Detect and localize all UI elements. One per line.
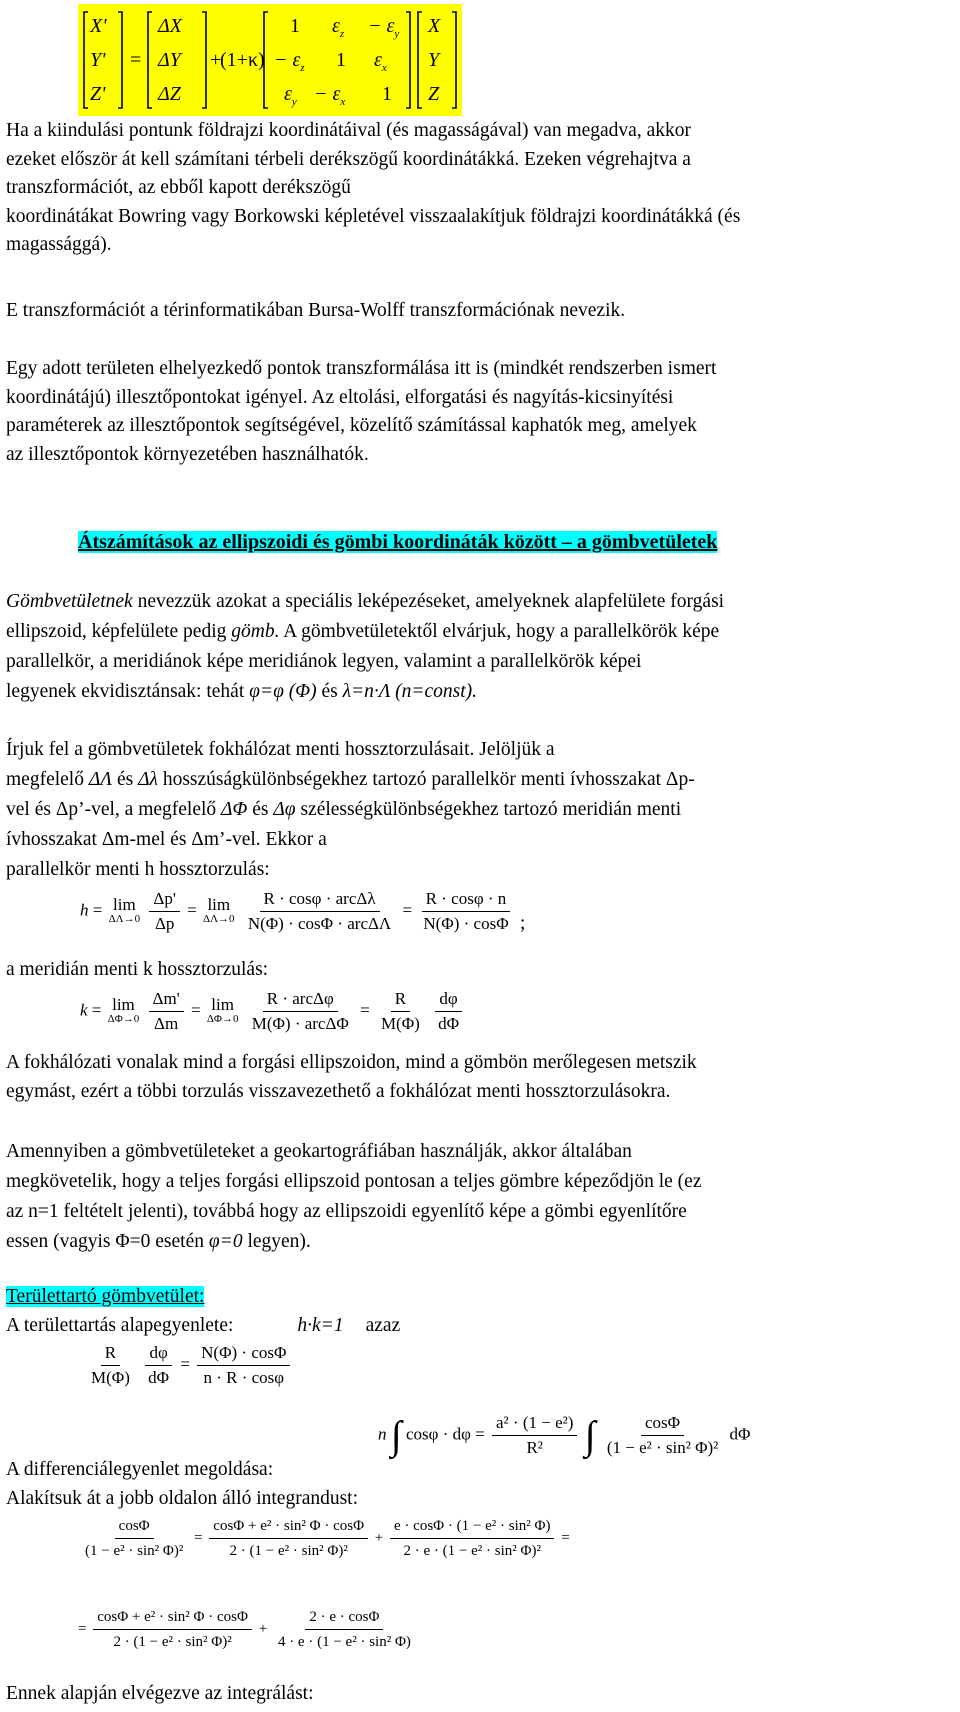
- formula-inline: h·k=1: [297, 1315, 344, 1336]
- text-span: szélességkülönbségekhez tartozó meridián menti: [295, 799, 682, 820]
- lim-text: lim: [211, 994, 234, 1014]
- text-span: és: [247, 799, 274, 820]
- area-title-text: Területtartó gömbvetület:: [6, 1286, 205, 1307]
- numerator: 2 · e · cosΦ: [305, 1606, 383, 1630]
- formula-inline: φ=φ (Φ): [249, 681, 317, 702]
- area-title: [6, 1283, 950, 1312]
- text-line: [6, 617, 950, 647]
- fraction: [434, 988, 463, 1035]
- text-line: [6, 1227, 950, 1257]
- rot-23: $\varepsilon_x$: [374, 49, 387, 74]
- equation-transform-2: [78, 1606, 418, 1653]
- denominator: 4 · e · (1 − e² · sin² Φ): [277, 1634, 411, 1650]
- text-line: parallelkör menti h hossztorzulás:: [6, 859, 270, 880]
- denominator: N(Φ) · cosΦ: [423, 914, 509, 933]
- lim-text: lim: [112, 994, 135, 1014]
- text-span: Δp’-vel, a megfelelő: [55, 799, 222, 820]
- integrand: cosφ · dφ: [405, 1424, 471, 1444]
- text-line: paraméterek az illesztőpontok segítségével, közelítő számítással kaphatók meg, amelyek: [6, 415, 697, 436]
- numerator: R · cosφ · n: [422, 888, 511, 912]
- formula-inline: ΔΦ: [221, 799, 248, 820]
- text-line: koordinátájú) illesztőpontokat igényel. Az eltolási, elforgatási és nagyítás-kicsinyítési: [6, 386, 674, 408]
- denominator: M(Φ) · arcΔΦ: [251, 1014, 349, 1033]
- text-span: és: [112, 769, 139, 790]
- text-line: [6, 677, 950, 707]
- numerator: Δp': [149, 888, 180, 912]
- paragraph-distortion: [6, 735, 950, 885]
- limit: [206, 994, 239, 1027]
- limit: [203, 894, 235, 927]
- equals-sign: =: [130, 49, 142, 71]
- equation-k: [80, 988, 466, 1035]
- text-span: A gömbvetületektől elvárjuk, hogy a parallelkörök képe: [279, 621, 720, 642]
- lim-sub: ΔΦ→0: [206, 1012, 239, 1025]
- fraction: [93, 1606, 252, 1653]
- fraction: [209, 1515, 368, 1562]
- eq-symbol: k: [80, 1000, 88, 1020]
- text-line: Alakítsuk át a jobb oldalon álló integrandust:: [6, 1488, 359, 1509]
- paragraph-bursa-wolff: [6, 297, 950, 326]
- fraction: [492, 1412, 577, 1459]
- fraction: [390, 1515, 554, 1562]
- fraction: [87, 1342, 134, 1389]
- text-span: vel és: [6, 799, 56, 820]
- plus-sign: +: [374, 1529, 384, 1546]
- paragraph-sphere-projection: [6, 587, 950, 707]
- rhs-y: Y: [428, 49, 440, 71]
- denominator: (1 − e² · sin² Φ)²: [85, 1543, 184, 1559]
- denominator: dΦ: [438, 1014, 459, 1033]
- lhs-x: X': [90, 15, 107, 37]
- rhs-x: X: [428, 15, 441, 37]
- denominator: M(Φ): [91, 1368, 130, 1387]
- eq-symbol: h: [80, 900, 89, 920]
- matrix-equation: [78, 4, 462, 116]
- eq-sign: =: [475, 1424, 485, 1444]
- formula-inline: ΔΛ: [88, 769, 113, 790]
- numerator: Δm': [149, 988, 184, 1012]
- numerator: cosΦ: [115, 1515, 154, 1539]
- term-italic: gömb.: [231, 621, 280, 642]
- eq-sign: =: [92, 900, 103, 920]
- fraction: [377, 988, 424, 1035]
- text-line: Amennyiben a gömbvetületeket a geokartográfiában használják, akkor általában: [6, 1141, 632, 1162]
- numerator: R: [391, 988, 410, 1012]
- text-line: E transzformációt a térinformatikában Bursa-Wolff transzformációnak nevezik.: [6, 300, 626, 321]
- text-line: A fokhálózati vonalak mind a forgási ellipszoidon, mind a gömbön merőlegesen metszik: [6, 1052, 697, 1073]
- eq-sign: =: [187, 900, 197, 920]
- paragraph-control-points: [6, 355, 950, 469]
- fraction: [197, 1342, 290, 1389]
- numerator: dφ: [145, 1342, 171, 1366]
- eq-sign: =: [194, 1529, 203, 1546]
- numerator: cosΦ: [641, 1412, 684, 1436]
- numerator: cosΦ + e² · sin² Φ · cosΦ: [209, 1515, 368, 1539]
- fraction: [144, 1342, 173, 1389]
- rot-11: 1: [290, 15, 300, 37]
- denominator: (1 − e² · sin² Φ)²: [606, 1438, 719, 1457]
- transform-line: [6, 1485, 950, 1514]
- plus-sign: +: [210, 49, 222, 71]
- text-line: Ennek alapján elvégezve az integrálást:: [6, 1683, 314, 1704]
- text-line: [6, 795, 950, 825]
- paragraph-orthogonal: [6, 1048, 950, 1106]
- text-span: azaz: [365, 1315, 401, 1336]
- formula-inline: λ=n·Λ (n=const).: [342, 681, 478, 702]
- rot-22: 1: [336, 49, 346, 71]
- text-span: legyenek ekvidisztánsak: tehát: [6, 681, 250, 702]
- eq-symbol: n: [378, 1424, 387, 1444]
- delta-y: ΔY: [158, 49, 181, 71]
- text-line: ívhosszakat Δm-mel és Δm’-vel. Ekkor a: [6, 829, 327, 850]
- text-line: [6, 587, 950, 617]
- text-span: hosszúságkülönbségekhez tartozó parallelkör menti ívhosszakat: [157, 769, 666, 790]
- denominator: dΦ: [148, 1368, 170, 1387]
- rot-31: $\varepsilon_y$: [284, 83, 297, 108]
- denominator: Δp: [154, 914, 175, 933]
- delta-z: ΔZ: [158, 83, 181, 105]
- text-line: Egy adott területen elhelyezkedő pontok transzformálása itt is (mindkét rendszerben ismert: [6, 358, 717, 379]
- eq-sign: =: [190, 1000, 201, 1020]
- fraction: [149, 888, 180, 935]
- fraction: [248, 988, 353, 1035]
- fraction: [81, 1515, 187, 1562]
- final-line: [6, 1680, 950, 1709]
- delta-x: ΔX: [158, 15, 182, 37]
- denominator: R²: [526, 1438, 543, 1457]
- equation-transform-1: [78, 1515, 570, 1562]
- lim-sub: ΔΛ→0: [203, 912, 235, 925]
- limit: [108, 894, 141, 927]
- denominator: M(Φ): [380, 1014, 420, 1033]
- text-span: és: [316, 681, 343, 702]
- formula-inline: Δφ: [273, 799, 296, 820]
- rot-32: − $\varepsilon_x$: [314, 83, 346, 108]
- section-heading-text: Átszámítások az ellipszoidi és gömbi koordináták között – a gömbvetületek: [78, 531, 718, 553]
- numerator: R · arcΔφ: [263, 988, 338, 1012]
- diff-line: [6, 1456, 950, 1485]
- fraction: [244, 888, 395, 935]
- text-line: egymást, ezért a többi torzulás visszavezethető a fokhálózat menti hossztorzulásokra.: [6, 1081, 671, 1102]
- integral-sign: ∫: [584, 1412, 596, 1458]
- text-line: ezeket először át kell számítani térbeli derékszögű koordinátákká. Ezeken végrehajtva a: [6, 148, 691, 170]
- numerator: e · cosΦ · (1 − e² · sin² Φ): [390, 1515, 554, 1539]
- text-line: A differenciálegyenlet megoldása:: [6, 1459, 274, 1480]
- fraction: [274, 1606, 415, 1653]
- text-line: transzformációt, az ebből kapott derékszögű: [6, 177, 351, 198]
- area-equation-line: [6, 1312, 950, 1341]
- text-line: Írjuk fel a gömbvetületek fokhálózat menti hossztorzulásait. Jelöljük a: [6, 739, 555, 760]
- rot-12: $\varepsilon_z$: [332, 15, 345, 40]
- denominator: 2 · (1 − e² · sin² Φ)²: [113, 1634, 232, 1650]
- rot-13: − $\varepsilon_y$: [368, 15, 400, 40]
- lim-sub: ΔΦ→0: [107, 1012, 140, 1025]
- formula-inline: φ=0: [208, 1231, 243, 1252]
- text-line: parallelkör, a meridiánok képe meridiánok legyen, valamint a parallelkörök képei: [6, 651, 642, 672]
- text-span: A területtartás alapegyenlete:: [6, 1315, 234, 1336]
- paragraph-coordinates: [6, 117, 950, 260]
- eq-sign: =: [180, 1354, 190, 1374]
- text-span: essen (vagyis Φ=0 esetén: [6, 1231, 209, 1252]
- limit: [107, 994, 140, 1027]
- scale-factor: (1+κ): [220, 49, 265, 71]
- text-line: koordinátákat Bowring vagy Borkowski képletével visszaalakítjuk földrajzi koordinátákká (és: [6, 205, 741, 227]
- rot-21: − $\varepsilon_z$: [274, 49, 305, 74]
- rot-33: 1: [382, 83, 392, 105]
- fraction: [603, 1412, 722, 1459]
- fraction: [419, 888, 512, 935]
- denominator: 2 · e · (1 − e² · sin² Φ)²: [403, 1543, 541, 1559]
- text-span: ellipszoid, képfelülete pedig: [6, 621, 232, 642]
- text-line: [6, 765, 950, 795]
- text-line: megkövetelik, hogy a teljes forgási ellipszoid pontosan a teljes gömbre képeződjön le (ez: [6, 1171, 702, 1192]
- text-line: Ha a kiindulási pontunk földrajzi koordinátáival (és magasságával) van megadva, akkor: [6, 120, 691, 141]
- equation-integral: [378, 1412, 750, 1459]
- text-line: magassággá).: [6, 234, 112, 255]
- formula-inline: Δλ: [138, 769, 158, 790]
- fraction: [149, 988, 184, 1035]
- eq-sign: =: [561, 1529, 570, 1546]
- numerator: dφ: [435, 988, 461, 1012]
- text-span: megfelelő: [6, 769, 89, 790]
- equation-h: [80, 888, 525, 935]
- lim-sub: ΔΛ→0: [108, 912, 141, 925]
- text-line: [6, 1312, 950, 1341]
- denominator: Δm: [154, 1014, 179, 1033]
- denominator: N(Φ) · cosΦ · arcΔΛ: [247, 914, 392, 933]
- eq-sign: =: [402, 900, 413, 920]
- numerator: R · cosφ · arcΔλ: [260, 888, 380, 912]
- lhs-z: Z': [90, 83, 106, 105]
- text-line: az illesztőpontok környezetében használhatók.: [6, 443, 369, 465]
- eq-sign: =: [91, 1000, 102, 1020]
- eq-sign: =: [360, 1000, 370, 1020]
- denominator: 2 · (1 − e² · sin² Φ)²: [229, 1543, 348, 1559]
- term-italic: Gömbvetületnek: [6, 591, 133, 612]
- text-span: legyen).: [242, 1231, 311, 1252]
- numerator: cosΦ + e² · sin² Φ · cosΦ: [93, 1606, 252, 1630]
- text-line: az n=1 feltételt jelenti), továbbá hogy az ellipszoidi egyenlítő képe a gömbi egyenlítőre: [6, 1201, 687, 1222]
- numerator: R: [101, 1342, 120, 1366]
- text-span: Δp-: [665, 769, 695, 790]
- plus-sign: +: [258, 1620, 268, 1637]
- differential: dΦ: [729, 1424, 751, 1444]
- rhs-z: Z: [428, 83, 440, 105]
- lim-text: lim: [113, 894, 136, 914]
- lhs-y: Y': [90, 49, 106, 71]
- numerator: a² · (1 − e²): [492, 1412, 577, 1436]
- numerator: N(Φ) · cosΦ: [197, 1342, 290, 1366]
- eq-sign: =: [78, 1620, 87, 1637]
- section-heading: [78, 528, 717, 556]
- equation-area: [84, 1342, 293, 1389]
- denominator: n · R · cosφ: [203, 1368, 285, 1387]
- paragraph-k-label: [6, 956, 950, 985]
- paragraph-geocartography: [6, 1137, 950, 1257]
- text-span: nevezzük azokat a speciális leképezéseket, amelyeknek alapfelülete forgási: [132, 591, 725, 612]
- eq-tail: ;: [519, 912, 526, 935]
- integral-sign: ∫: [390, 1412, 402, 1458]
- text-line: a meridián menti k hossztorzulás:: [6, 959, 269, 980]
- lim-text: lim: [207, 894, 231, 914]
